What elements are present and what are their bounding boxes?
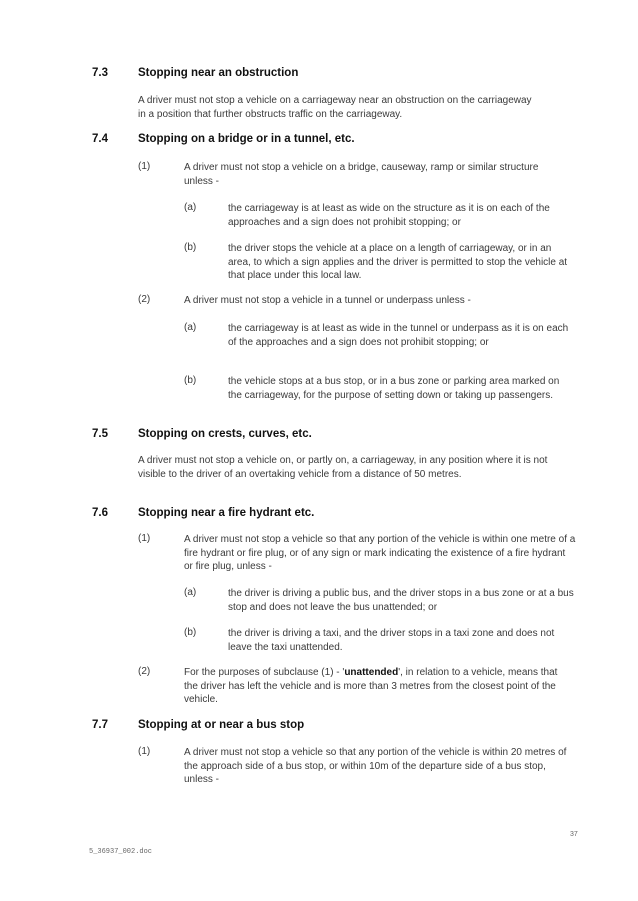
paragraph-text: the vehicle stops at a bus stop, or in a bus zone or parking area marked on the carriageway, for the purpose of setting down or taking up passengers.	[228, 376, 560, 401]
section-number: 7.3	[92, 67, 108, 79]
page-number: 37	[570, 831, 578, 838]
paragraph-text: the carriageway is at least as wide in the tunnel or underpass as it is on each of the approaches and a sign does not prohibit stopping; or	[228, 323, 569, 348]
subclause-text: A driver must not stop a vehicle in a tunnel or underpass unless -	[184, 295, 471, 306]
paragraph-letter: (a)	[184, 322, 197, 333]
subclause-text-pre: For the purposes of subclause (1) - '	[184, 667, 345, 678]
subclause-number: (1)	[138, 746, 151, 757]
section-title: Stopping near an obstruction	[138, 67, 299, 79]
section-number: 7.4	[92, 133, 108, 145]
paragraph-text: the driver is driving a public bus, and the driver stops in a bus zone or at a bus stop and does not leave the bus unattended; or	[228, 588, 574, 613]
paragraph-letter: (b)	[184, 375, 197, 386]
section-title: Stopping on crests, curves, etc.	[138, 428, 312, 440]
paragraph-text: the driver is driving a taxi, and the driver stops in a taxi zone and does not leave the taxi unattended.	[228, 628, 555, 653]
subclause-text: A driver must not stop a vehicle so that any portion of the vehicle is within 20 metres of the approach side of a bus stop, or within 10m of the departure side of a bus stop, unless -	[184, 747, 567, 785]
section-title: Stopping near a fire hydrant etc.	[138, 507, 315, 519]
subclause-number: (1)	[138, 533, 151, 544]
document-reference: 5_36937_002.doc	[89, 848, 153, 856]
section-number: 7.7	[92, 719, 108, 731]
defined-term: unattended	[344, 667, 399, 678]
subclause-number: (1)	[138, 161, 151, 172]
subclause-number: (2)	[138, 294, 151, 305]
section-title: Stopping at or near a bus stop	[138, 719, 305, 731]
paragraph-text: the driver stops the vehicle at a place on a length of carriageway, or in an area, to which a sign applies and the driver is permitted to stop the vehicle at that place under this local law.	[228, 243, 568, 281]
paragraph-letter: (b)	[184, 242, 197, 253]
paragraph-letter: (a)	[184, 587, 197, 598]
subclause-text: A driver must not stop a vehicle on a bridge, causeway, ramp or similar structure unless -	[184, 162, 539, 187]
section-body: A driver must not stop a vehicle on, or partly on, a carriageway, in any position where it is not visible to the driver of an overtaking vehicle from a distance of 50 metres.	[138, 455, 548, 480]
subclause-number: (2)	[138, 666, 151, 677]
section-title: Stopping on a bridge or in a tunnel, etc.	[138, 133, 355, 145]
paragraph-letter: (b)	[184, 627, 197, 638]
paragraph-letter: (a)	[184, 202, 197, 213]
subclause-text: A driver must not stop a vehicle so that any portion of the vehicle is within one metre of a fire hydrant or fire plug, or of any sign or mark indicating the existence of a fire hydrant or fire plug, unless -	[184, 534, 576, 572]
section-body: A driver must not stop a vehicle on a carriageway near an obstruction on the carriageway in a position that further obstructs traffic on the carriageway.	[138, 95, 532, 120]
subclause-text-post: ', in relation to a vehicle, means that the driver has left the vehicle and is more than 3 metres from the closest point of the vehicle.	[184, 667, 558, 705]
subclause-text	[184, 666, 562, 707]
section-number: 7.5	[92, 428, 108, 440]
paragraph-text: the carriageway is at least as wide on the structure as it is on each of the approaches and a sign does not prohibit stopping; or	[228, 203, 550, 228]
section-number: 7.6	[92, 507, 108, 519]
